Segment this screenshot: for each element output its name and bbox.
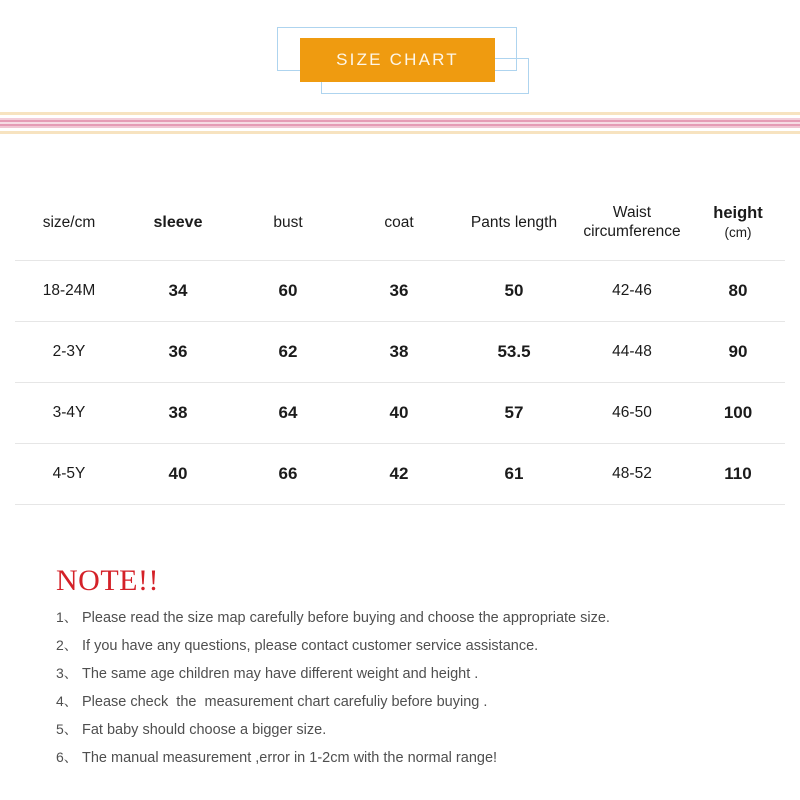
cell-pants-length <box>455 443 573 504</box>
cell-waist-circumference-value: 48-52 <box>612 465 652 482</box>
note-item <box>56 750 756 766</box>
note-item-marker: 6、 <box>56 749 78 765</box>
cell-size <box>15 260 123 321</box>
cell-bust <box>233 443 343 504</box>
column-header-coat: coat <box>343 186 455 260</box>
note-item-text: Please read the size map carefully before buying and choose the appropriate size. <box>82 610 610 626</box>
note-item-text: If you have any questions, please contact customer service assistance. <box>82 638 539 654</box>
cell-pants-length <box>455 260 573 321</box>
cell-coat-value: 42 <box>389 463 409 483</box>
note-item <box>56 722 756 738</box>
cell-coat <box>343 382 455 443</box>
cell-height <box>691 321 785 382</box>
cell-coat <box>343 321 455 382</box>
table-row <box>15 443 785 504</box>
cell-bust-value: 60 <box>278 280 298 300</box>
column-header-pants-length: Pants length <box>455 186 573 260</box>
stripe-divider <box>0 112 800 134</box>
cell-pants-length-value: 53.5 <box>497 341 531 361</box>
note-item <box>56 638 756 654</box>
note-item <box>56 610 756 626</box>
cell-coat-value: 38 <box>389 341 409 361</box>
note-item-marker: 5、 <box>56 721 78 737</box>
cell-sleeve-value: 40 <box>168 463 188 483</box>
note-title: NOTE!! <box>56 564 159 597</box>
cell-sleeve <box>123 321 233 382</box>
cell-waist-circumference <box>573 443 691 504</box>
page-title: SIZE CHART <box>336 50 459 69</box>
cell-size <box>15 443 123 504</box>
cell-waist-circumference-value: 42-46 <box>612 282 652 299</box>
table-row <box>15 321 785 382</box>
cell-coat-value: 40 <box>389 402 409 422</box>
cell-size-value: 2-3Y <box>52 343 86 360</box>
column-header-sleeve: sleeve <box>123 186 233 260</box>
note-item-text: The same age children may have different weight and height . <box>82 666 479 682</box>
note-section <box>56 566 756 778</box>
column-header-height: height (cm) <box>691 186 785 260</box>
cell-sleeve-value: 34 <box>168 280 188 300</box>
cell-size-value: 4-5Y <box>52 465 86 482</box>
cell-pants-length <box>455 321 573 382</box>
column-header-size: size/cm <box>15 186 123 260</box>
note-item-text: The manual measurement ,error in 1-2cm with the normal range! <box>82 750 498 766</box>
note-item-text: Fat baby should choose a bigger size. <box>82 722 327 738</box>
header-banner <box>0 0 800 110</box>
banner-badge <box>300 38 495 82</box>
cell-bust-value: 66 <box>278 463 298 483</box>
cell-size-value: 3-4Y <box>52 404 86 421</box>
size-table-container <box>15 186 785 505</box>
cell-waist-circumference-value: 46-50 <box>612 404 652 421</box>
table-body <box>15 260 785 504</box>
cell-pants-length <box>455 382 573 443</box>
note-item-marker: 1、 <box>56 609 78 625</box>
cell-height-value: 80 <box>728 280 748 300</box>
cell-bust <box>233 382 343 443</box>
cell-waist-circumference <box>573 321 691 382</box>
cell-size-value: 18-24M <box>42 282 96 299</box>
cell-sleeve <box>123 382 233 443</box>
note-item-text: Please check the measurement chart carefuliy before buying . <box>82 694 488 710</box>
cell-sleeve-value: 36 <box>168 341 188 361</box>
cell-waist-circumference <box>573 260 691 321</box>
cell-waist-circumference <box>573 382 691 443</box>
note-item-marker: 4、 <box>56 693 78 709</box>
note-item <box>56 694 756 710</box>
cell-height <box>691 382 785 443</box>
cell-height-value: 90 <box>728 341 748 361</box>
note-item-marker: 3、 <box>56 665 78 681</box>
cell-coat <box>343 443 455 504</box>
cell-sleeve <box>123 443 233 504</box>
cell-size <box>15 321 123 382</box>
cell-sleeve <box>123 260 233 321</box>
table-header-row <box>15 186 785 260</box>
table-row <box>15 260 785 321</box>
cell-size <box>15 382 123 443</box>
column-header-waist-circumference: Waist circumference <box>573 186 691 260</box>
table-row <box>15 382 785 443</box>
note-item-marker: 2、 <box>56 637 78 653</box>
table-header <box>15 186 785 260</box>
cell-waist-circumference-value: 44-48 <box>612 343 652 360</box>
cell-height-value: 110 <box>724 463 752 483</box>
size-table <box>15 186 785 505</box>
column-header-bust: bust <box>233 186 343 260</box>
note-list <box>56 610 756 766</box>
divider-stripe <box>0 131 800 134</box>
cell-bust-value: 64 <box>278 402 298 422</box>
cell-bust <box>233 260 343 321</box>
cell-height-value: 100 <box>723 402 753 422</box>
note-item <box>56 666 756 682</box>
cell-pants-length-value: 57 <box>504 402 524 422</box>
cell-bust-value: 62 <box>278 341 298 361</box>
cell-bust <box>233 321 343 382</box>
cell-pants-length-value: 50 <box>504 280 524 300</box>
cell-sleeve-value: 38 <box>168 402 188 422</box>
cell-coat <box>343 260 455 321</box>
cell-pants-length-value: 61 <box>504 463 524 483</box>
cell-coat-value: 36 <box>389 280 409 300</box>
cell-height <box>691 260 785 321</box>
cell-height <box>691 443 785 504</box>
